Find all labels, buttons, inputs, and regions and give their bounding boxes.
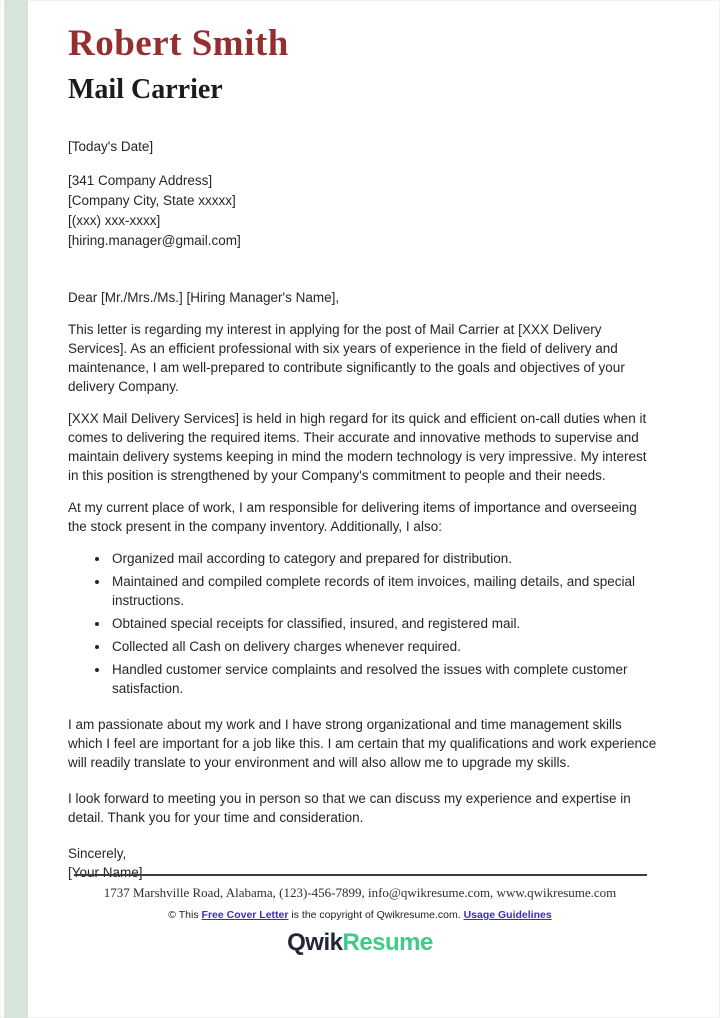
copyright-text: is the copyright of Qwikresume.com. bbox=[291, 909, 461, 921]
paragraph-intro: This letter is regarding my interest in applying for the post of Mail Carrier at [XXX Delivery Services]. As an efficient professional with six years of experience in the field of delivery and maintenance, I am well-prepared to contribute significantly to the goals and objectives of your delivery Company. bbox=[68, 322, 625, 395]
list-item: • Handled customer service complaints and resolved the issues with complete customer satisfaction. bbox=[110, 660, 658, 698]
list-item: • Obtained special receipts for classified, insured, and registered mail. bbox=[110, 614, 658, 633]
paragraph-passion: I am passionate about my work and I have strong organizational and time management skills which I feel are important for a job like this. I am certain that my qualifications and work experience will readily translate to your environment and will also allow me to upgrade my skills. bbox=[68, 717, 657, 771]
address-line: [341 Company Address] bbox=[68, 173, 213, 189]
qwikresume-logo bbox=[0, 931, 720, 955]
address-line: [Company City, State xxxxx] bbox=[68, 193, 236, 209]
list-item: • Collected all Cash on delivery charges whenever required. bbox=[110, 637, 658, 656]
paragraph-company: [XXX Mail Delivery Services] is held in high regard for its quick and efficient on-call duties when it comes to delivering the required items. Their accurate and innovative methods to supervise and maintain delivery systems keeping in mind the modern technology is very impressive. My interest in this position is strengthened by your Company's commitment to people and their needs. bbox=[68, 411, 647, 484]
list-item: • Organized mail according to category and prepared for distribution. bbox=[110, 549, 658, 568]
footer-contact-line: 1737 Marshville Road, Alabama, (123)-456-7899, info@qwikresume.com, www.qwikresume.com bbox=[103, 885, 617, 900]
footer-divider bbox=[74, 874, 647, 876]
page-footer bbox=[0, 874, 720, 955]
logo-qwik-text: Qwik bbox=[287, 929, 343, 956]
usage-guidelines-link[interactable]: Usage Guidelines bbox=[463, 909, 552, 921]
job-title: Mail Carrier bbox=[68, 73, 223, 105]
duties-list bbox=[68, 549, 658, 698]
list-item: • Maintained and compiled complete records of item invoices, mailing details, and special instructions. bbox=[110, 572, 658, 610]
date-placeholder: [Today's Date] bbox=[68, 139, 154, 155]
footer-copyright-line bbox=[0, 909, 720, 921]
logo-resume-text: Resume bbox=[342, 929, 433, 956]
signature-placeholder: [Your Name] bbox=[68, 865, 143, 881]
email-line: [hiring.manager@gmail.com] bbox=[68, 233, 241, 249]
free-cover-letter-link[interactable]: Free Cover Letter bbox=[201, 909, 289, 921]
applicant-name: Robert Smith bbox=[68, 23, 289, 64]
paragraph-thanks: I look forward to meeting you in person so that we can discuss my experience and expertise in detail. Thank you for your time and consideration. bbox=[68, 791, 631, 826]
company-address-block bbox=[68, 171, 658, 251]
salutation: Dear [Mr./Mrs./Ms.] [Hiring Manager's Name], bbox=[68, 290, 340, 306]
signoff: Sincerely, bbox=[68, 846, 127, 862]
phone-line: [(xxx) xxx-xxxx] bbox=[68, 213, 161, 229]
copyright-text: © This bbox=[168, 909, 199, 921]
paragraph-current-role: At my current place of work, I am responsible for delivering items of importance and overseeing the stock present in the company inventory. Additionally, I also: bbox=[68, 500, 637, 535]
